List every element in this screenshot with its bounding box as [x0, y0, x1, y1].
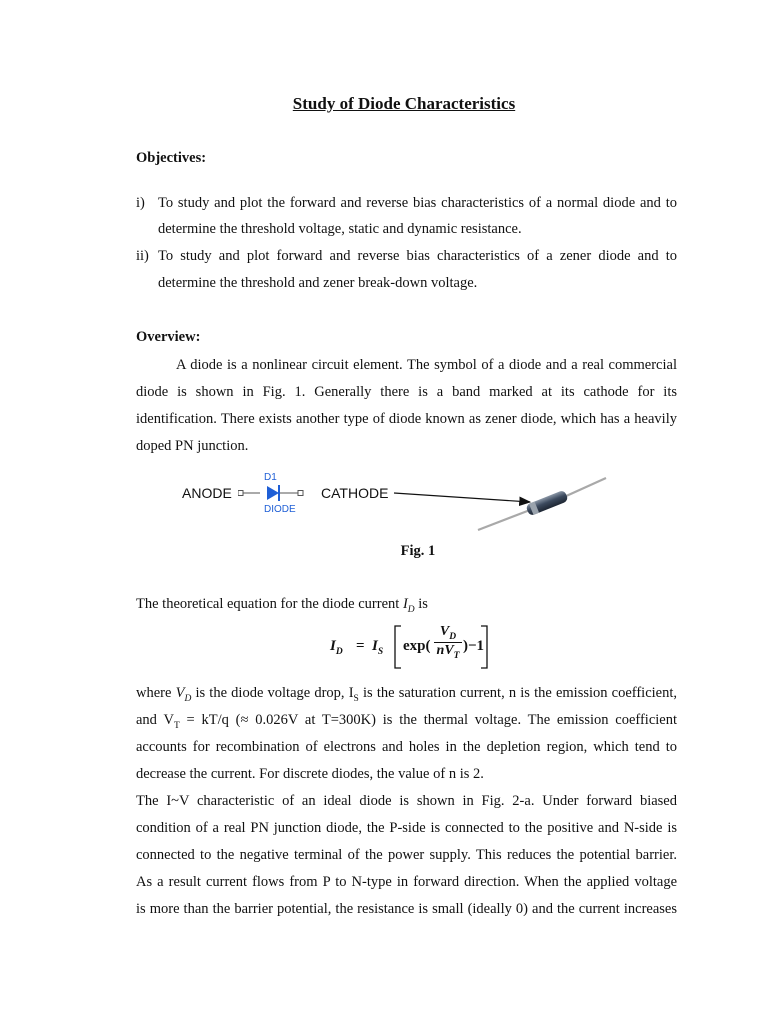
paragraph2-line-4: decrease the current. For discrete diodes, the value of n is 2. [136, 766, 484, 782]
diode-symbol-icon [238, 480, 308, 506]
equation-intro-tail: is [418, 596, 428, 612]
diode-ref-label: D1 [264, 472, 277, 483]
objective-marker-2: ii) [136, 248, 149, 264]
cathode-label: CATHODE [321, 485, 389, 501]
p2-l1-sym: V [175, 685, 185, 701]
objective-marker-1: i) [136, 195, 145, 211]
overview-heading: Overview: [136, 329, 201, 345]
overview-line-2: diode is shown in Fig. 1. Generally there is a band marked at its cathode for its [136, 384, 677, 400]
equation-intro-sub: D [407, 604, 415, 615]
eq-exp: exp( [403, 638, 431, 654]
eq-close: ) [463, 638, 468, 654]
eq-num-sub: D [449, 631, 457, 642]
diode-equation [330, 624, 490, 670]
p2-l1-c: is the saturation current, n is the emission coefficient, [363, 685, 678, 701]
p2-l1-b: is the diode voltage drop, I [195, 685, 354, 701]
pointer-arrow [394, 493, 530, 502]
diode-lead-left [478, 510, 530, 530]
p2-l2-b: = kT/q (≈ 0.026V at T=300K) is the thermal voltage. The emission coefficient [186, 712, 677, 728]
paragraph3-line-2: condition of a real PN junction diode, the P-side is connected to the positive and N-side is [136, 820, 677, 836]
paragraph3-line-5: is more than the barrier potential, the resistance is small (ideally 0) and the current increases [136, 901, 677, 917]
diode-part-label: DIODE [264, 504, 296, 515]
p2-l2-a: and V [136, 712, 174, 728]
eq-num: V [439, 624, 450, 639]
equation-intro [136, 596, 428, 615]
anode-label: ANODE [182, 485, 232, 501]
p2-l1-a: where [136, 685, 172, 701]
overview-line-3: identification. There exists another type of diode known as zener diode, which has a heavily [136, 411, 677, 427]
diode-lead-right [564, 478, 606, 497]
paragraph2-line-3: accounts for recombination of electrons and holes in the depletion region, which tend to [136, 739, 677, 755]
objective-1-line-1: To study and plot the forward and reverse bias characteristics of a normal diode and to [158, 195, 677, 211]
paragraph3-line-3: connected to the negative terminal of the power supply. This reduces the potential barrier. [136, 847, 677, 863]
paragraph3-line-1: The I~V characteristic of an ideal diode is shown in Fig. 2-a. Under forward biased [136, 793, 677, 809]
eq-lhs: I [330, 638, 336, 654]
right-bracket [478, 624, 490, 670]
eq-den-v: V [444, 642, 454, 658]
objective-2-line-1: To study and plot forward and reverse bias characteristics of a zener diode and to [158, 248, 677, 264]
equation-intro-text: The theoretical equation for the diode current [136, 596, 400, 612]
objectives-heading: Objectives: [136, 150, 207, 166]
p2-l2-sub: T [173, 720, 180, 731]
eq-lhs-sub: D [335, 647, 343, 657]
figure-caption: Fig. 1 [400, 543, 436, 559]
eq-den-n: n [436, 642, 445, 658]
paragraph3-line-4: As a result current flows from P to N-type in forward direction. When the applied voltage [136, 874, 677, 890]
objective-2-line-2: determine the threshold and zener break-down voltage. [158, 275, 478, 291]
objective-1-line-2: determine the threshold voltage, static and dynamic resistance. [158, 221, 522, 237]
p2-l1-sub2: S [353, 693, 359, 704]
eq-den-sub: T [453, 650, 460, 661]
equation-intro-symbol: I [402, 596, 408, 612]
page-title: Study of Diode Characteristics [292, 94, 516, 113]
eq-equals: = [356, 638, 365, 654]
eq-minus-one: −1 [468, 638, 485, 654]
eq-is-sub: S [377, 647, 384, 657]
p2-l1-sub: D [184, 693, 192, 704]
overview-line-4: doped PN junction. [136, 438, 249, 454]
overview-line-1: A diode is a nonlinear circuit element. The symbol of a diode and a real commercial [176, 357, 677, 373]
eq-is: I [372, 638, 378, 654]
commercial-diode-illustration [392, 470, 612, 540]
